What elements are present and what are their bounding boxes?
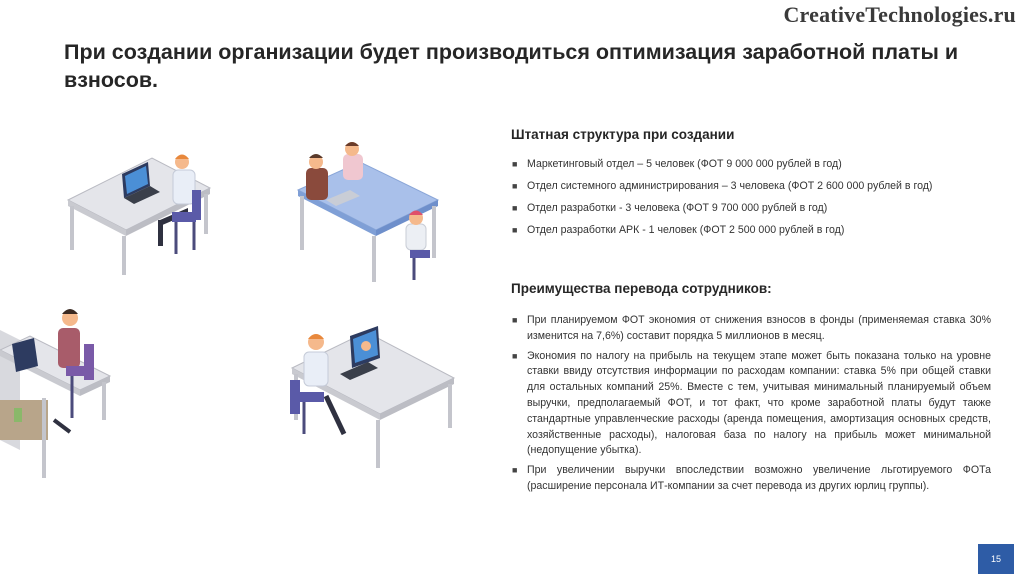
site-watermark: CreativeTechnologies.ru [783, 2, 1016, 27]
bullet-icon: ■ [512, 350, 518, 361]
list-item: ■ Отдел разработки АРК - 1 человек (ФОТ 2 500 000 рублей в год) [511, 223, 991, 239]
benefits-list [511, 313, 991, 499]
office-worker-illustration-1 [60, 150, 220, 280]
bullet-icon: ■ [512, 315, 518, 325]
staff-structure-heading: Штатная структура при создании [511, 127, 735, 142]
list-item: ■ При планируемом ФОТ экономия от снижения взносов в фонды (применяемая ставка 30% изменится на 7,6%) составит порядка 5 миллионов в месяц. [512, 314, 991, 342]
list-item: ■ Маркетинговый отдел – 5 человек (ФОТ 9 000 000 рублей в год) [511, 157, 991, 173]
office-cubicle-illustration [0, 300, 130, 485]
list-item: ■ Экономия по налогу на прибыль на текущем этапе может быть показана только на уровне ставки ввиду отсутствия информации по расходам компании: ставка 5% при общей ставки для остальных компаний 25%. Вместе с тем, учитывая минимальный планируемый объем выручки, предполагаемый ФОТ, и тот факт, что кроме заработной платы будут также стандартные управленческие расходы (аренда помещения, амортизация основных средств, хозяйственные расходы), налоговая база по налогу на прибыль может минимальной (недопущение убытка). [512, 349, 991, 457]
bullet-icon: ■ [512, 465, 518, 476]
page-number-badge: 15 [978, 544, 1014, 574]
staff-structure-list [511, 157, 991, 245]
list-item: ■ При увеличении выручки впоследствии возможно увеличение льготируемого ФОТа (расширение персонала ИТ-компании за счет перевода из других юрлиц группы). [512, 464, 991, 492]
list-item: ■ Отдел системного администрирования – 3 человека (ФОТ 2 600 000 рублей в год) [511, 179, 991, 195]
bullet-icon: ■ [512, 203, 518, 214]
list-item: ■ Отдел разработки - 3 человека (ФОТ 9 700 000 рублей в год) [511, 201, 991, 217]
office-meeting-illustration [288, 140, 448, 290]
bullet-icon: ■ [512, 181, 518, 192]
bullet-icon: ■ [512, 159, 518, 169]
office-worker-illustration-2 [282, 322, 462, 472]
benefits-heading: Преимущества перевода сотрудников: [511, 281, 772, 296]
page-title: При создании организации будет производиться оптимизация заработной платы и взносов. [64, 40, 959, 92]
bullet-icon: ■ [512, 225, 518, 236]
